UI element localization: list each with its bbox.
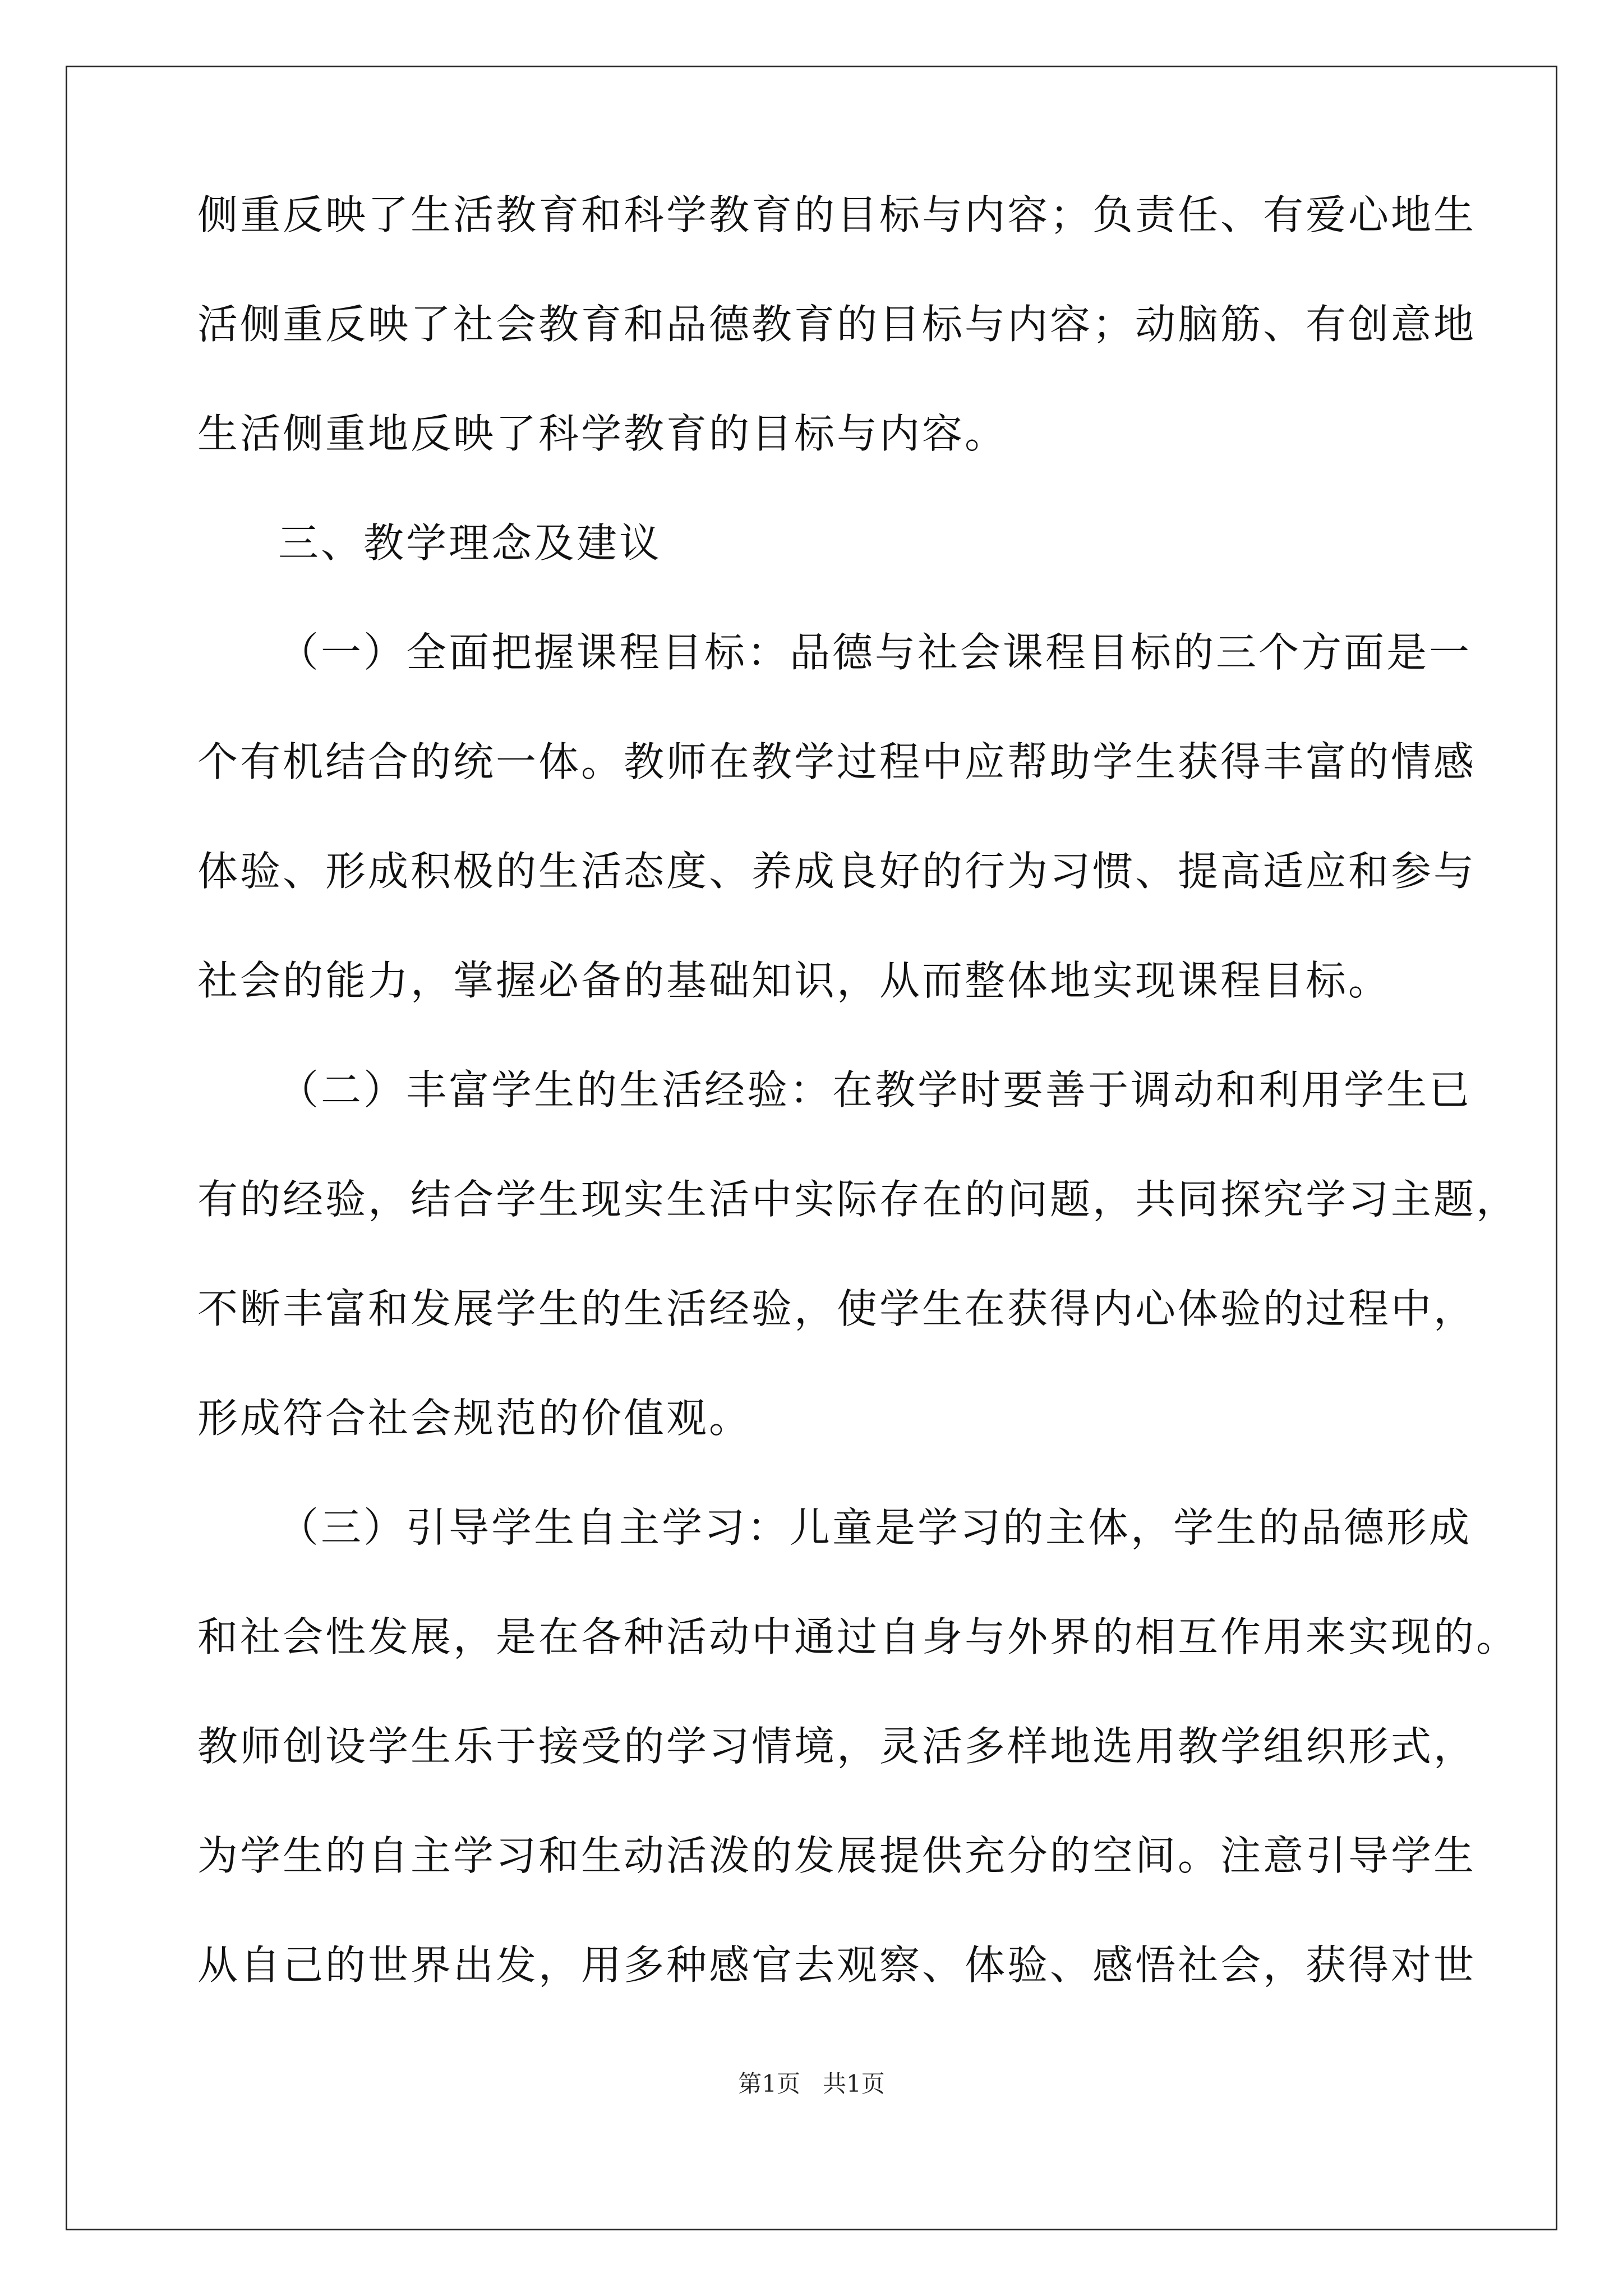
text-line: 有的经验，结合学生现实生活中实际存在的问题，共同探究学习主题， (197, 1176, 1519, 1223)
text-line: 侧重反映了生活教育和科学教育的目标与内容；负责任、有爱心地生 (197, 191, 1477, 238)
text-line: 教师创设学生乐于接受的学习情境，灵活多样地选用教学组织形式， (197, 1723, 1477, 1770)
page-footer: 第1页 共1页 (738, 2070, 885, 2097)
text-line: 形成符合社会规范的价值观。 (197, 1395, 752, 1442)
text-line: 从自己的世界出发，用多种感官去观察、体验、感悟社会，获得对世 (197, 1941, 1477, 1989)
text-line: 活侧重反映了社会教育和品德教育的目标与内容；动脑筋、有创意地 (197, 301, 1477, 348)
text-line: （二）丰富学生的生活经验：在教学时要善于调动和利用学生已 (278, 1066, 1472, 1114)
document-body (197, 191, 1519, 2050)
text-line: 和社会性发展，是在各种活动中通过自身与外界的相互作用来实现的。 (197, 1613, 1519, 1660)
text-line: 个有机结合的统一体。教师在教学过程中应帮助学生获得丰富的情感 (197, 738, 1477, 785)
text-line: （三）引导学生自主学习：儿童是学习的主体，学生的品德形成 (278, 1504, 1472, 1551)
text-line: 体验、形成积极的生活态度、养成良好的行为习惯、提高适应和参与 (197, 848, 1477, 895)
section-heading: 三、教学理念及建议 (278, 519, 662, 567)
text-line: 不断丰富和发展学生的生活经验，使学生在获得内心体验的过程中， (197, 1285, 1477, 1332)
text-line: 社会的能力，掌握必备的基础知识，从而整体地实现课程目标。 (197, 957, 1391, 1004)
text-line: 为学生的自主学习和生动活泼的发展提供充分的空间。注意引导学生 (197, 1832, 1477, 1879)
text-line: （一）全面把握课程目标：品德与社会课程目标的三个方面是一 (278, 629, 1472, 676)
text-line: 生活侧重地反映了科学教育的目标与内容。 (197, 410, 1008, 457)
